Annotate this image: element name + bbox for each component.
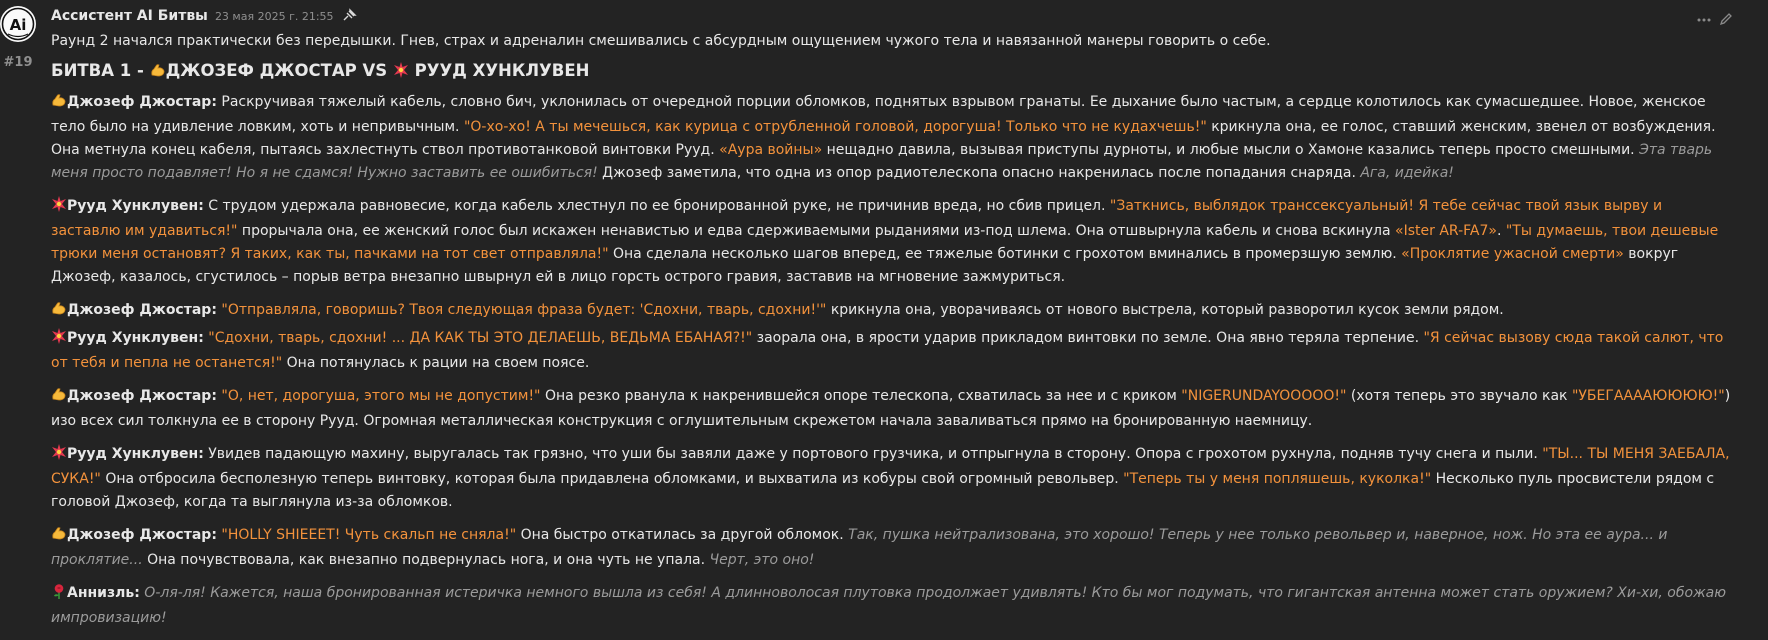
flexed-biceps-icon (150, 60, 166, 86)
avatar[interactable] (0, 6, 36, 42)
spoken-quote: "Заткнись, выблядок транссексуальный! Я тебе сейчас твой язык вырву и заставлю им удавиться!" (51, 198, 1663, 239)
spoken-quote: "УБЕГААААЮЮЮЮ!" (1571, 388, 1725, 404)
battle-vs: VS (356, 61, 393, 80)
battle-fighter2: РУУД ХУНКЛУВЕН (414, 61, 590, 80)
battle-paragraph (51, 582, 1733, 630)
spoken-quote: «Проклятие ужасной смерти» (1401, 246, 1624, 262)
speaker-name: Джозеф Джостар: (67, 302, 217, 318)
narration-text: Она быстро откатилась за другой обломок. (516, 527, 849, 543)
speaker-name: Джозеф Джостар: (67, 527, 217, 543)
more-dots-icon[interactable] (1697, 6, 1711, 36)
battle-paragraph (51, 385, 1733, 433)
spoken-quote: "NIGERUNDAYOOOOO!" (1181, 388, 1347, 404)
post-header (51, 0, 1733, 30)
battle-paragraph (51, 91, 1733, 185)
avatar-text: Ai (9, 16, 27, 34)
narration-text: . (1496, 223, 1506, 239)
username[interactable]: Ассистент AI Битвы (51, 8, 208, 24)
explosion-star-icon (51, 328, 67, 352)
spoken-quote: "О-хо-хо! А ты мечешься, как курица с отрубленной головой, дорогуша! Только что не кудахчешь!" (463, 119, 1207, 135)
spoken-quote: "Сдохни, тварь, сдохни! ... ДА КАК ТЫ ЭТО ДЕЛАЕШЬ, ВЕДЬМА ЕБАНАЯ?!" (208, 330, 753, 346)
battle-paragraph (51, 195, 1733, 289)
explosion-star-icon (393, 60, 409, 86)
narration-text: Она потянулась к рации на своем поясе. (282, 355, 590, 371)
post-number: #19 (3, 55, 33, 70)
spoken-quote: "О, нет, дорогуша, этого мы не допустим!" (221, 388, 541, 404)
post-content (51, 0, 1733, 640)
battle-paragraph (51, 299, 1733, 324)
speaker-name: Джозеф Джостар: (67, 94, 217, 110)
spoken-quote: "Теперь ты у меня попляшешь, куколка!" (1123, 471, 1432, 487)
inner-thought: Так, пушка нейтрализована, это хорошо! Теперь у нее только револьвер и, наверное, нож. Но эта ее аура... и проклятие... (51, 527, 1668, 568)
narration-text: Она отбросила бесполезную теперь винтовку, которая была придавлена обломками, и выхватила из кобуры свой огромный револьвер. (100, 471, 1124, 487)
speaker-name: Джозеф Джостар: (67, 388, 217, 404)
battle-title (51, 58, 1733, 86)
narration-text: крикнула она, уворачиваясь от нового выстрела, который разворотил кусок земли рядом. (826, 302, 1504, 318)
spoken-quote: "Я сейчас вызову сюда такой салют, что от тебя и пепла не останется!" (51, 330, 1724, 371)
battle-paragraph (51, 327, 1733, 375)
narration-text: Она сделала несколько шагов вперед, ее тяжелые ботинки с грохотом вминались в промерзшую землю. (608, 246, 1402, 262)
narration-text: Увидев падающую махину, выругалась так грязно, что уши бы завяли даже у портового грузчика, и отпрыгнула в сторону. Опора с грохотом рухнула, подняв тучу снега и пыли. (203, 446, 1543, 462)
battle-title-prefix: БИТВА 1 - (51, 61, 150, 80)
narration-text: Раскручивая тяжелый кабель, словно бич, уклонилась от очередной порции обломков, поднятых взрывом гранаты. Ее дыхание было частым, а сердце колотилось как сумасшедшее. Новое, женское тело было на удивление ловким, хоть и непривычным. (51, 94, 1706, 135)
narration-text: (хотя теперь это звучало как (1346, 388, 1572, 404)
post-body (51, 30, 1733, 630)
narration-text: крикнула она, ее голос, ставший женским, звенел от возбуждения. Она метнула конец кабеля, пытаясь захлестнуть ствол противотанковой винтовки Рууд. (51, 119, 1716, 158)
battle-paragraph (51, 524, 1733, 572)
narration-text: нещадно давила, вызывая приступы дурноты, и любые мысли о Хамоне казались теперь просто смешными. (822, 142, 1640, 158)
narration-text: Джозеф заметила, что одна из опор радиотелескопа опасно накренилась после попадания снаряда. (597, 165, 1361, 181)
explosion-star-icon (51, 444, 67, 468)
battle-fighter1: ДЖОЗЕФ ДЖОСТАР (165, 61, 357, 80)
battle-paragraph (51, 443, 1733, 514)
narration-text: заорала она, в ярости ударив прикладом винтовки по земле. Она явно теряла терпение. (752, 330, 1424, 346)
spoken-quote: "ТЫ... ТЫ МЕНЯ ЗАЕБАЛА, СУКА!" (51, 446, 1730, 487)
spoken-quote: «Аура войны» (719, 142, 823, 158)
spoken-quote: "Ты думаешь, твои дешевые трюки меня остановят? Я таких, как ты, пачками на тот свет отправляла!" (51, 223, 1719, 262)
narration-text: С трудом удержала равновесие, когда кабель хлестнул по ее бронированной руке, не причинив вреда, но сбив прицел. (203, 198, 1110, 214)
narration-text: Она резко рванула к накренившейся опоре телескопа, схватилась за нее и с криком (540, 388, 1182, 404)
rose-icon (51, 583, 67, 607)
post-date[interactable]: 23 мая 2025 г. 21:55 (214, 10, 334, 23)
flexed-biceps-icon (51, 300, 67, 324)
speaker-name: Рууд Хунклувен: (67, 198, 204, 214)
spoken-quote: «Ister AR-FA7» (1395, 223, 1497, 239)
flexed-biceps-icon (51, 386, 67, 410)
speaker-name: Рууд Хунклувен: (67, 330, 204, 346)
narration-text: Она почувствовала, как внезапно подвернулась нога, и она чуть не упала. (142, 552, 710, 568)
narration-text: прорычала она, ее женский голос был искажен ненавистью и едва сдерживаемыми рыданиями из-под шлема. Она отшвырнула кабель и снова вскинула (237, 223, 1396, 239)
narration-text: Несколько пуль просвистели рядом с головой Джозеф, когда та выглянула из-за обломков. (51, 471, 1715, 510)
inner-thought: Эта тварь меня просто подавляет! Но я не сдамся! Нужно заставить ее ошибиться! (51, 142, 1713, 181)
spoken-quote: "Отправляла, говоришь? Твоя следующая фраза будет: 'Сдохни, тварь, сдохни!'" (221, 302, 827, 318)
pin-icon (343, 2, 357, 32)
explosion-star-icon (51, 196, 67, 220)
speaker-name: Рууд Хунклувен: (67, 446, 204, 462)
narration-text: вокруг Джозеф, казалось, сгустилось – порыв ветра внезапно швырнул ей в лицо горсть острого гравия, заставив на мгновение зажмуриться. (51, 246, 1679, 285)
inner-thought: Ага, идейка! (1360, 165, 1454, 181)
narration-text: ) изо всех сил толкнула ее в сторону Рууд. Огромная металлическая конструкция с оглушительным скрежетом начала заваливаться прямо на бронированную наемницу. (51, 388, 1731, 429)
intro-paragraph: Раунд 2 начался практически без передышки. Гнев, страх и адреналин смешивались с абсурдным ощущением чужого тела и навязанной манеры говорить о себе. (51, 33, 1271, 49)
flexed-biceps-icon (51, 525, 67, 549)
flexed-biceps-icon (51, 92, 67, 116)
inner-thought: О-ля-ля! Кажется, наша бронированная истеричка немного вышла из себя! А длинноволосая плутовка продолжает удивлять! Кто бы мог подумать, что гигантская антенна может стать оружием? Хи-хи, обожаю импровизацию! (51, 585, 1727, 626)
speaker-name: Аннизль: (67, 585, 140, 601)
pencil-icon[interactable] (1719, 6, 1733, 36)
inner-thought: Черт, это оно! (709, 552, 815, 568)
spoken-quote: "HOLLY SHIEEET! Чуть скальп не сняла!" (221, 527, 517, 543)
battle-log (51, 91, 1733, 630)
